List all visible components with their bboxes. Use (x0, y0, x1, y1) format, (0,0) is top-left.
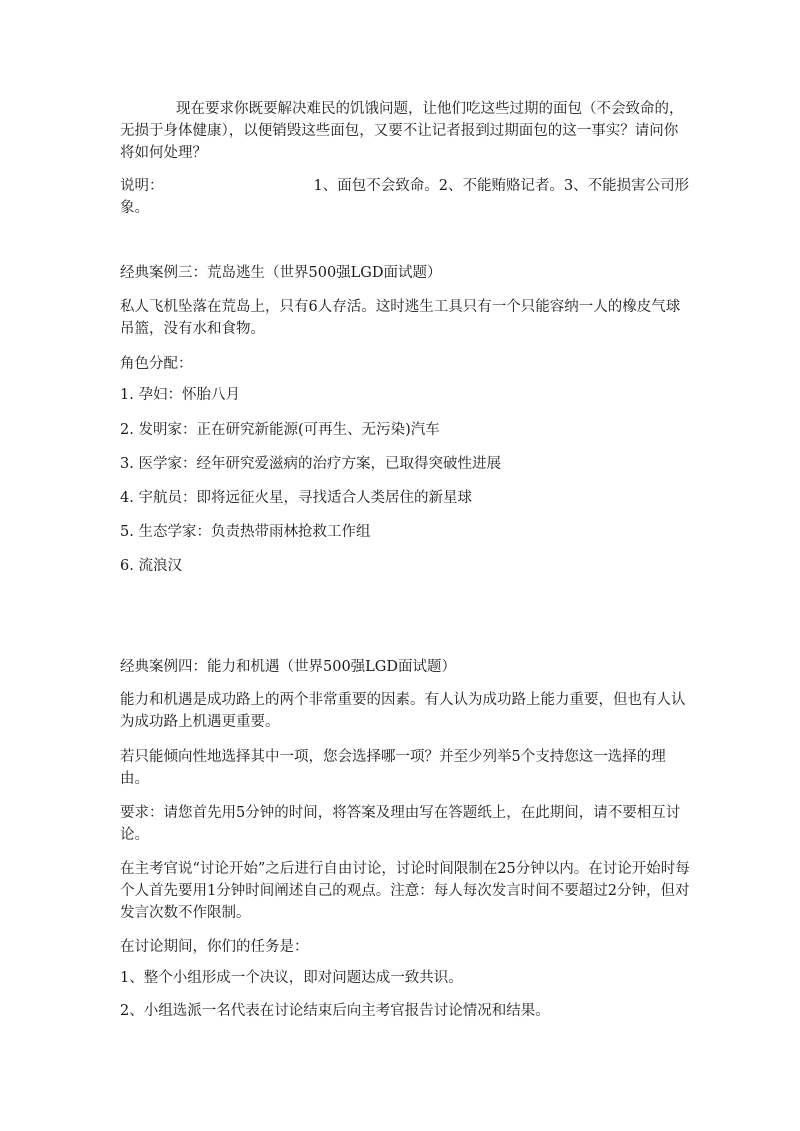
case4-title: 经典案例四：能力和机遇（世界500强LGD面试题） (120, 659, 457, 675)
case4-paragraph: 要求：请您首先用5分钟的时间，将答案及理由写在答题纸上，在此期间，请不要相互讨论。 (120, 805, 681, 843)
role-item: 4. 宇航员：即将远征火星，寻找适合人类居住的新星球 (120, 490, 472, 506)
roles-heading: 角色分配： (120, 356, 193, 372)
role-item: 2. 发明家：正在研究新能源(可再生、无污染)汽车 (120, 422, 440, 438)
task-item: 1、整个小组形成一个决议，即对问题达成一致共识。 (120, 970, 463, 986)
case4-paragraph: 在主考官说“讨论开始”之后进行自由讨论，讨论时间限制在25分钟以内。在讨论开始时每个人首先要用1分钟时间阐述自己的观点。注意：每人每次发言时间不要超过2分钟，但对发言次数不作限制。 (120, 861, 690, 921)
intro-paragraph: 现在要求你既要解决难民的饥饿问题，让他们吃这些过期的面包（不会致命的，无损于身体健康），以便销毁这些面包，又要不让记者报到过期面包的这一事实？请问你将如何处理？ (120, 101, 684, 161)
role-item: 5. 生态学家：负责热带雨林抢救工作组 (120, 524, 371, 540)
case4-paragraph: 能力和机遇是成功路上的两个非常重要的因素。有人认为成功路上能力重要，但也有人认为成功路上机遇更重要。 (120, 692, 686, 730)
note-paragraph (120, 175, 690, 219)
case3-title: 经典案例三：荒岛逃生（世界500强LGD面试题） (120, 265, 442, 281)
note-text: 1、面包不会致命。2、不能贿赂记者。3、不能损害公司形象。 (120, 178, 690, 216)
note-label: 说明： (120, 178, 164, 194)
case4-paragraph: 在讨论期间，你们的任务是： (120, 939, 309, 955)
role-item: 6. 流浪汉 (120, 558, 182, 574)
task-item: 2、小组选派一名代表在讨论结束后向主考官报告讨论情况和结果。 (120, 1003, 550, 1019)
role-item: 3. 医学家：经年研究爱滋病的治疗方案，已取得突破性进展 (120, 456, 501, 472)
case3-description: 私人飞机坠落在荒岛上，只有6人存活。这时逃生工具只有一个只能容纳一人的橡皮气球吊篮，没有水和食物。 (120, 299, 681, 337)
case4-paragraph: 若只能倾向性地选择其中一项，您会选择哪一项？并至少列举5个支持您这一选择的理由。 (120, 749, 666, 787)
role-item: 1. 孕妇：怀胎八月 (120, 387, 240, 403)
